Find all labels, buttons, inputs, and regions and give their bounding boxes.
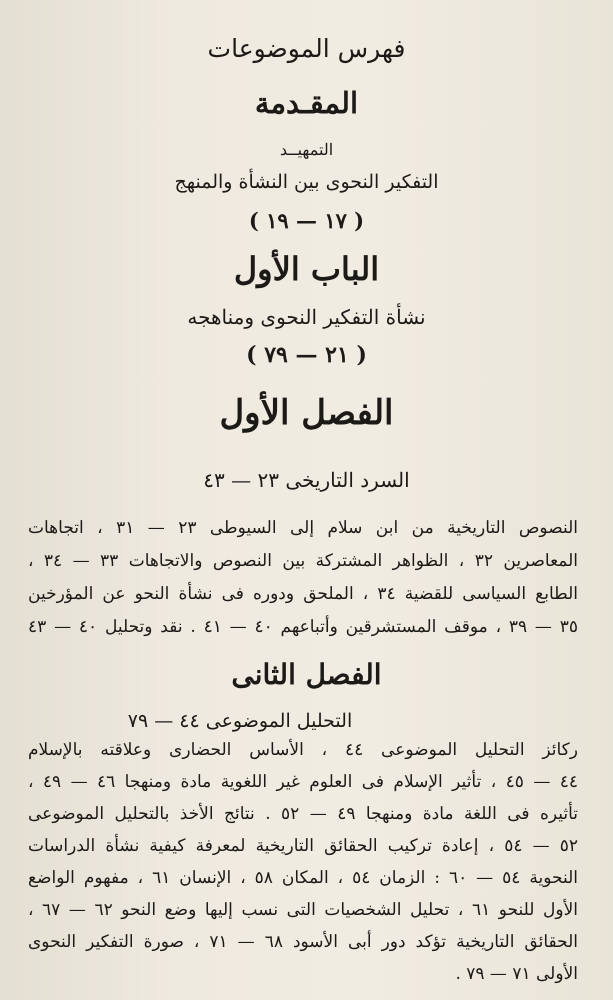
chapter1-line: المعاصرين ٣٢ ، الظواهر المشتركة بين النصوص والاتجاهات ٣٣ — ٣٤ ، [28,551,578,571]
preface-heading: التمهيــد [279,140,334,159]
chapter1-title: الفصل الأول [219,393,394,433]
part-title: الباب الأول [233,250,380,288]
chapter2-heading: التحليل الموضوعى ٤٤ — ٧٩ [127,710,353,732]
chapter1-line: الطابع السياسى للقضية ٣٤ ، الملحق ودوره فى نشأة النحو عن المؤرخين [28,584,578,604]
chapter1-line: ٣٥ — ٣٩ ، موقف المستشرقين وأتباعهم ٤٠ — ٤١ . نقد وتحليل ٤٠ — ٤٣ [28,617,578,637]
chapter2-line: النحوية ٥٤ — ٦٠ : الزمان ٥٤ ، المكان ٥٨ ، الإنسان ٦١ ، مفهوم الواضع [28,868,578,888]
toc-title: فهرس الموضوعات [207,34,406,63]
chapter2-line: ركائز التحليل الموضوعى ٤٤ ، الأساس الحضارى وعلاقته بالإسلام [28,740,578,760]
part-page-range: ( ٢١ — ٧٩ ) [246,342,367,368]
chapter2-line: ٤٤ — ٤٥ ، تأثير الإسلام فى العلوم غير اللغوية مادة ومنهجا ٤٦ — ٤٩ ، [28,772,578,792]
introduction-heading: المقـدمة [254,86,359,120]
chapter2-line: الحقائق التاريخية تؤكد دور أبى الأسود ٦٨ — ٧١ ، صورة التفكير النحوى [28,932,579,952]
chapter2-line: الأولى ٧١ — ٧٩ . [455,964,578,984]
chapter2-line: تأثيره فى اللغة مادة ومنهجا ٤٩ — ٥٢ . نتائج الأخذ بالتحليل الموضوعى [28,804,579,824]
preface-page-range: ( ١٧ — ١٩ ) [248,208,365,233]
chapter2-line: الأول للنحو ٦١ ، تحليل الشخصيات التى نسب إليها وضع النحو ٦٢ — ٦٧ ، [28,900,579,920]
preface-subtitle: التفكير النحوى بين النشأة والمنهج [174,171,439,193]
chapter2-title: الفصل الثانى [231,658,382,691]
chapter1-heading: السرد التاريخى ٢٣ — ٤٣ [203,468,410,492]
chapter2-line: ٥٢ — ٥٤ ، إعادة تركيب الحقائق التاريخية لمعرفة كيفية نشأة الدراسات [28,836,578,856]
part-subtitle: نشأة التفكير النحوى ومناهجه [187,305,426,329]
chapter1-line: النصوص التاريخية من ابن سلام إلى السيوطى ٢٣ — ٣١ ، اتجاهات [28,518,578,538]
